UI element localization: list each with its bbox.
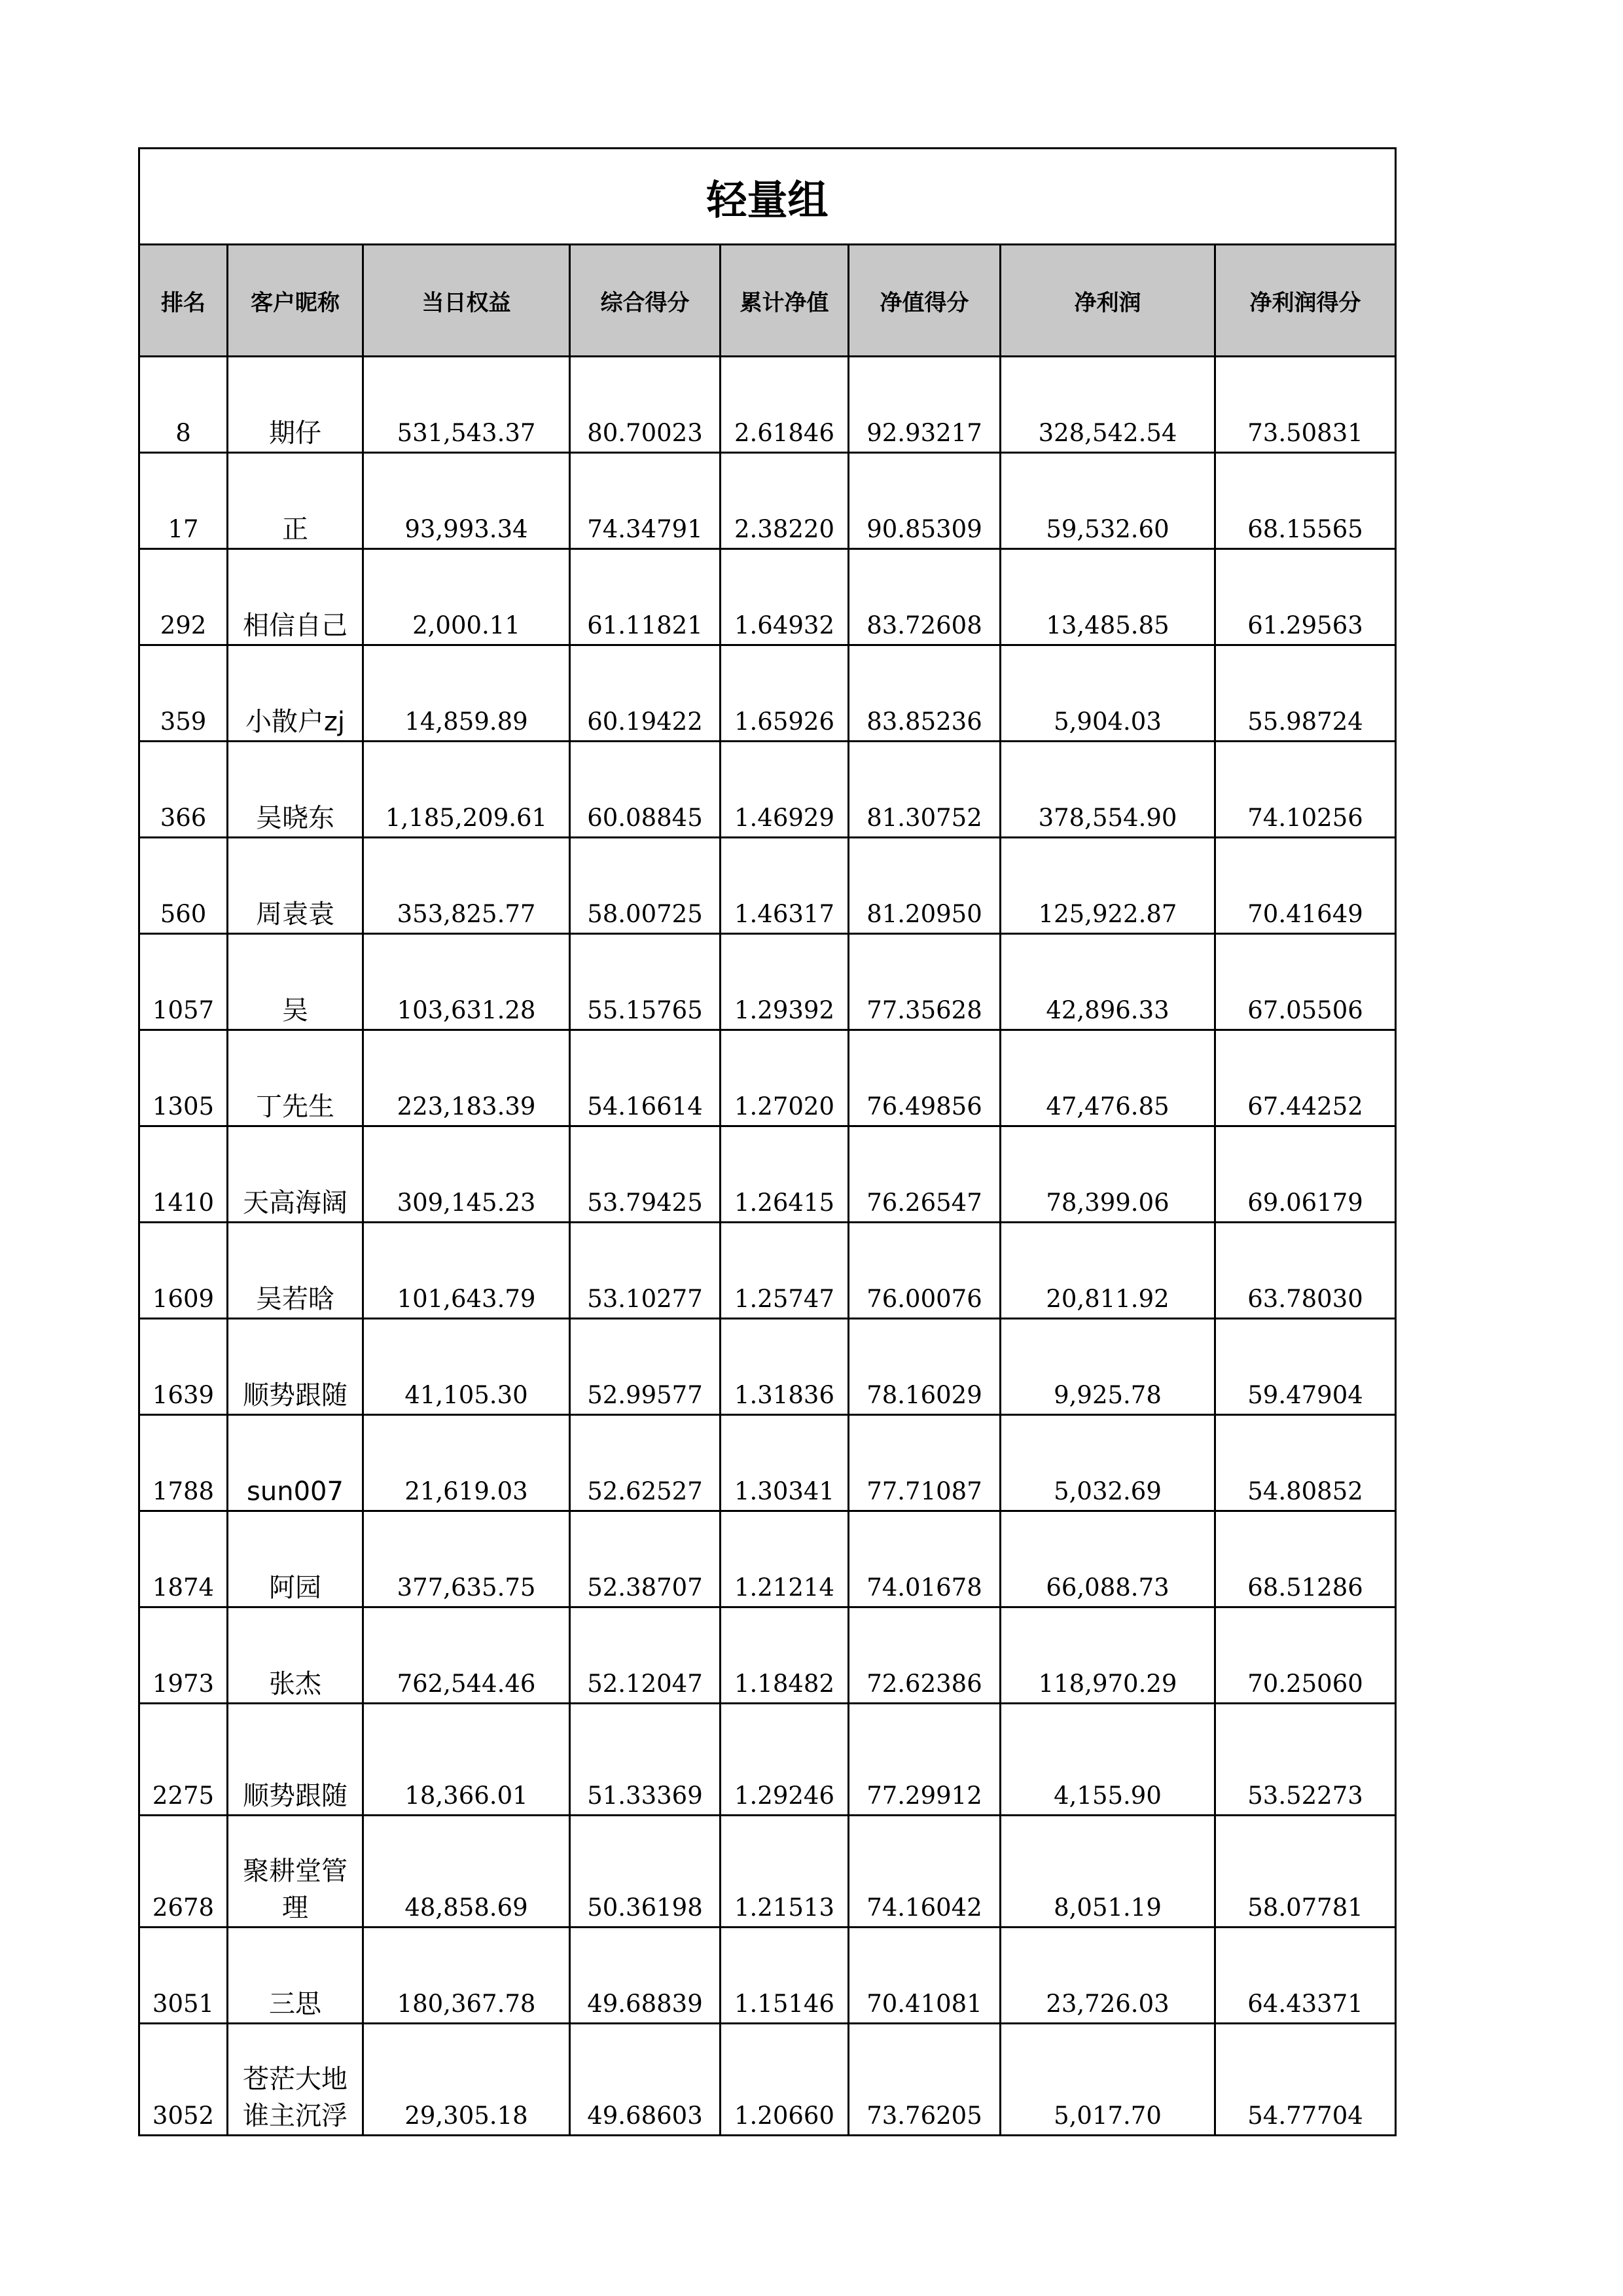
cell-net-profit: 328,542.54 (1001, 357, 1215, 453)
table-row (139, 1816, 1396, 1928)
cell-net-profit: 47,476.85 (1001, 1030, 1215, 1126)
cell-net-profit-score: 68.15565 (1215, 453, 1396, 549)
cell-composite-score: 58.00725 (570, 838, 721, 934)
cell-cumulative-nav: 1.25747 (721, 1223, 849, 1319)
cell-net-profit-score: 55.98724 (1215, 645, 1396, 742)
cell-net-profit: 5,904.03 (1001, 645, 1215, 742)
cell-rank: 3052 (139, 2024, 228, 2136)
cell-composite-score: 49.68839 (570, 1928, 721, 2024)
cell-cumulative-nav: 1.21513 (721, 1816, 849, 1928)
table-row (139, 645, 1396, 742)
cell-rank: 1639 (139, 1319, 228, 1415)
cell-cumulative-nav: 1.27020 (721, 1030, 849, 1126)
cell-net-profit: 23,726.03 (1001, 1928, 1215, 2024)
cell-daily-equity: 41,105.30 (363, 1319, 570, 1415)
cell-net-profit: 13,485.85 (1001, 549, 1215, 645)
cell-rank: 1057 (139, 934, 228, 1030)
sheet-title: 轻量组 (139, 149, 1396, 245)
cell-composite-score: 54.16614 (570, 1030, 721, 1126)
cell-nav-score: 83.85236 (849, 645, 1001, 742)
cell-net-profit-score: 53.52273 (1215, 1704, 1396, 1816)
cell-composite-score: 74.34791 (570, 453, 721, 549)
cell-rank: 8 (139, 357, 228, 453)
cell-cumulative-nav: 1.46317 (721, 838, 849, 934)
cell-net-profit: 42,896.33 (1001, 934, 1215, 1030)
cell-composite-score: 60.08845 (570, 742, 721, 838)
header-daily-equity: 当日权益 (363, 245, 570, 357)
cell-cumulative-nav: 2.61846 (721, 357, 849, 453)
cell-cumulative-nav: 1.65926 (721, 645, 849, 742)
cell-daily-equity: 21,619.03 (363, 1415, 570, 1511)
cell-composite-score: 52.38707 (570, 1511, 721, 1607)
cell-cumulative-nav: 1.15146 (721, 1928, 849, 2024)
header-composite-score: 综合得分 (570, 245, 721, 357)
cell-rank: 3051 (139, 1928, 228, 2024)
cell-net-profit: 5,032.69 (1001, 1415, 1215, 1511)
cell-cumulative-nav: 1.64932 (721, 549, 849, 645)
cell-nav-score: 74.16042 (849, 1816, 1001, 1928)
table-row (139, 1030, 1396, 1126)
cell-nickname: 丁先生 (228, 1030, 363, 1126)
cell-net-profit-score: 54.77704 (1215, 2024, 1396, 2136)
cell-nav-score: 76.49856 (849, 1030, 1001, 1126)
cell-composite-score: 80.70023 (570, 357, 721, 453)
cell-nav-score: 76.00076 (849, 1223, 1001, 1319)
cell-net-profit: 4,155.90 (1001, 1704, 1215, 1816)
cell-daily-equity: 93,993.34 (363, 453, 570, 549)
cell-composite-score: 60.19422 (570, 645, 721, 742)
cell-nav-score: 73.76205 (849, 2024, 1001, 2136)
cell-nickname: 顺势跟随 (228, 1704, 363, 1816)
cell-nickname: 张杰 (228, 1607, 363, 1704)
cell-cumulative-nav: 1.26415 (721, 1126, 849, 1223)
cell-nickname: 吴 (228, 934, 363, 1030)
cell-daily-equity: 14,859.89 (363, 645, 570, 742)
cell-nickname: 三思 (228, 1928, 363, 2024)
cell-nav-score: 77.29912 (849, 1704, 1001, 1816)
table-row (139, 2024, 1396, 2136)
cell-nickname: 正 (228, 453, 363, 549)
cell-net-profit-score: 63.78030 (1215, 1223, 1396, 1319)
cell-composite-score: 53.10277 (570, 1223, 721, 1319)
header-nickname: 客户昵称 (228, 245, 363, 357)
table-row (139, 1415, 1396, 1511)
cell-nav-score: 83.72608 (849, 549, 1001, 645)
cell-cumulative-nav: 2.38220 (721, 453, 849, 549)
cell-nickname: sun007 (228, 1415, 363, 1511)
cell-rank: 1305 (139, 1030, 228, 1126)
cell-composite-score: 52.62527 (570, 1415, 721, 1511)
cell-nickname: 阿园 (228, 1511, 363, 1607)
cell-net-profit: 9,925.78 (1001, 1319, 1215, 1415)
header-nav-score: 净值得分 (849, 245, 1001, 357)
cell-daily-equity: 2,000.11 (363, 549, 570, 645)
cell-nav-score: 70.41081 (849, 1928, 1001, 2024)
cell-net-profit-score: 67.05506 (1215, 934, 1396, 1030)
cell-composite-score: 55.15765 (570, 934, 721, 1030)
cell-cumulative-nav: 1.46929 (721, 742, 849, 838)
header-cumulative-nav: 累计净值 (721, 245, 849, 357)
cell-net-profit-score: 58.07781 (1215, 1816, 1396, 1928)
cell-daily-equity: 18,366.01 (363, 1704, 570, 1816)
cell-rank: 1788 (139, 1415, 228, 1511)
table-row (139, 453, 1396, 549)
cell-daily-equity: 531,543.37 (363, 357, 570, 453)
cell-net-profit-score: 67.44252 (1215, 1030, 1396, 1126)
cell-composite-score: 61.11821 (570, 549, 721, 645)
cell-cumulative-nav: 1.21214 (721, 1511, 849, 1607)
table-row (139, 742, 1396, 838)
cell-composite-score: 49.68603 (570, 2024, 721, 2136)
cell-rank: 1973 (139, 1607, 228, 1704)
cell-net-profit: 8,051.19 (1001, 1816, 1215, 1928)
cell-nickname: 聚耕堂管 理 (228, 1816, 363, 1928)
cell-net-profit: 125,922.87 (1001, 838, 1215, 934)
cell-daily-equity: 353,825.77 (363, 838, 570, 934)
cell-rank: 1874 (139, 1511, 228, 1607)
cell-net-profit-score: 70.41649 (1215, 838, 1396, 934)
cell-rank: 359 (139, 645, 228, 742)
header-row (139, 245, 1396, 357)
cell-rank: 1410 (139, 1126, 228, 1223)
cell-daily-equity: 29,305.18 (363, 2024, 570, 2136)
cell-net-profit-score: 73.50831 (1215, 357, 1396, 453)
cell-nickname: 相信自己 (228, 549, 363, 645)
table-row (139, 1223, 1396, 1319)
cell-nickname: 吴若晗 (228, 1223, 363, 1319)
ranking-table (138, 147, 1397, 2136)
table-row (139, 1928, 1396, 2024)
cell-rank: 366 (139, 742, 228, 838)
cell-net-profit-score: 61.29563 (1215, 549, 1396, 645)
cell-composite-score: 52.99577 (570, 1319, 721, 1415)
cell-net-profit: 378,554.90 (1001, 742, 1215, 838)
cell-net-profit: 5,017.70 (1001, 2024, 1215, 2136)
table-row (139, 838, 1396, 934)
cell-net-profit: 78,399.06 (1001, 1126, 1215, 1223)
cell-daily-equity: 103,631.28 (363, 934, 570, 1030)
cell-net-profit-score: 59.47904 (1215, 1319, 1396, 1415)
cell-nickname: 期仔 (228, 357, 363, 453)
cell-daily-equity: 101,643.79 (363, 1223, 570, 1319)
cell-net-profit-score: 54.80852 (1215, 1415, 1396, 1511)
cell-rank: 2678 (139, 1816, 228, 1928)
cell-composite-score: 52.12047 (570, 1607, 721, 1704)
cell-net-profit-score: 68.51286 (1215, 1511, 1396, 1607)
header-net-profit-score: 净利润得分 (1215, 245, 1396, 357)
cell-nav-score: 92.93217 (849, 357, 1001, 453)
cell-composite-score: 50.36198 (570, 1816, 721, 1928)
cell-nav-score: 77.35628 (849, 934, 1001, 1030)
table-row (139, 549, 1396, 645)
table-row (139, 1511, 1396, 1607)
cell-net-profit-score: 69.06179 (1215, 1126, 1396, 1223)
cell-net-profit: 20,811.92 (1001, 1223, 1215, 1319)
cell-net-profit-score: 74.10256 (1215, 742, 1396, 838)
cell-daily-equity: 223,183.39 (363, 1030, 570, 1126)
cell-rank: 1609 (139, 1223, 228, 1319)
cell-cumulative-nav: 1.29246 (721, 1704, 849, 1816)
cell-cumulative-nav: 1.20660 (721, 2024, 849, 2136)
table-row (139, 1704, 1396, 1816)
cell-rank: 17 (139, 453, 228, 549)
cell-nav-score: 77.71087 (849, 1415, 1001, 1511)
cell-nav-score: 81.30752 (849, 742, 1001, 838)
table-row (139, 1607, 1396, 1704)
cell-cumulative-nav: 1.30341 (721, 1415, 849, 1511)
cell-nickname: 吴晓东 (228, 742, 363, 838)
cell-nickname: 顺势跟随 (228, 1319, 363, 1415)
table-row (139, 1126, 1396, 1223)
cell-nav-score: 74.01678 (849, 1511, 1001, 1607)
table-row (139, 934, 1396, 1030)
cell-daily-equity: 762,544.46 (363, 1607, 570, 1704)
cell-nav-score: 90.85309 (849, 453, 1001, 549)
header-net-profit: 净利润 (1001, 245, 1215, 357)
cell-daily-equity: 1,185,209.61 (363, 742, 570, 838)
cell-nav-score: 72.62386 (849, 1607, 1001, 1704)
cell-net-profit: 59,532.60 (1001, 453, 1215, 549)
cell-daily-equity: 377,635.75 (363, 1511, 570, 1607)
cell-daily-equity: 180,367.78 (363, 1928, 570, 2024)
cell-rank: 560 (139, 838, 228, 934)
cell-net-profit-score: 70.25060 (1215, 1607, 1396, 1704)
cell-nickname: 小散户zj (228, 645, 363, 742)
cell-net-profit-score: 64.43371 (1215, 1928, 1396, 2024)
cell-daily-equity: 48,858.69 (363, 1816, 570, 1928)
title-row (139, 149, 1396, 245)
cell-composite-score: 51.33369 (570, 1704, 721, 1816)
cell-nav-score: 81.20950 (849, 838, 1001, 934)
cell-nickname: 周袁袁 (228, 838, 363, 934)
cell-nickname: 苍茫大地 谁主沉浮 (228, 2024, 363, 2136)
table-row (139, 357, 1396, 453)
cell-rank: 2275 (139, 1704, 228, 1816)
cell-nav-score: 78.16029 (849, 1319, 1001, 1415)
table-row (139, 1319, 1396, 1415)
cell-daily-equity: 309,145.23 (363, 1126, 570, 1223)
cell-net-profit: 66,088.73 (1001, 1511, 1215, 1607)
cell-net-profit: 118,970.29 (1001, 1607, 1215, 1704)
cell-cumulative-nav: 1.18482 (721, 1607, 849, 1704)
cell-cumulative-nav: 1.29392 (721, 934, 849, 1030)
header-rank: 排名 (139, 245, 228, 357)
cell-nickname: 天高海阔 (228, 1126, 363, 1223)
cell-composite-score: 53.79425 (570, 1126, 721, 1223)
cell-rank: 292 (139, 549, 228, 645)
cell-nav-score: 76.26547 (849, 1126, 1001, 1223)
cell-cumulative-nav: 1.31836 (721, 1319, 849, 1415)
